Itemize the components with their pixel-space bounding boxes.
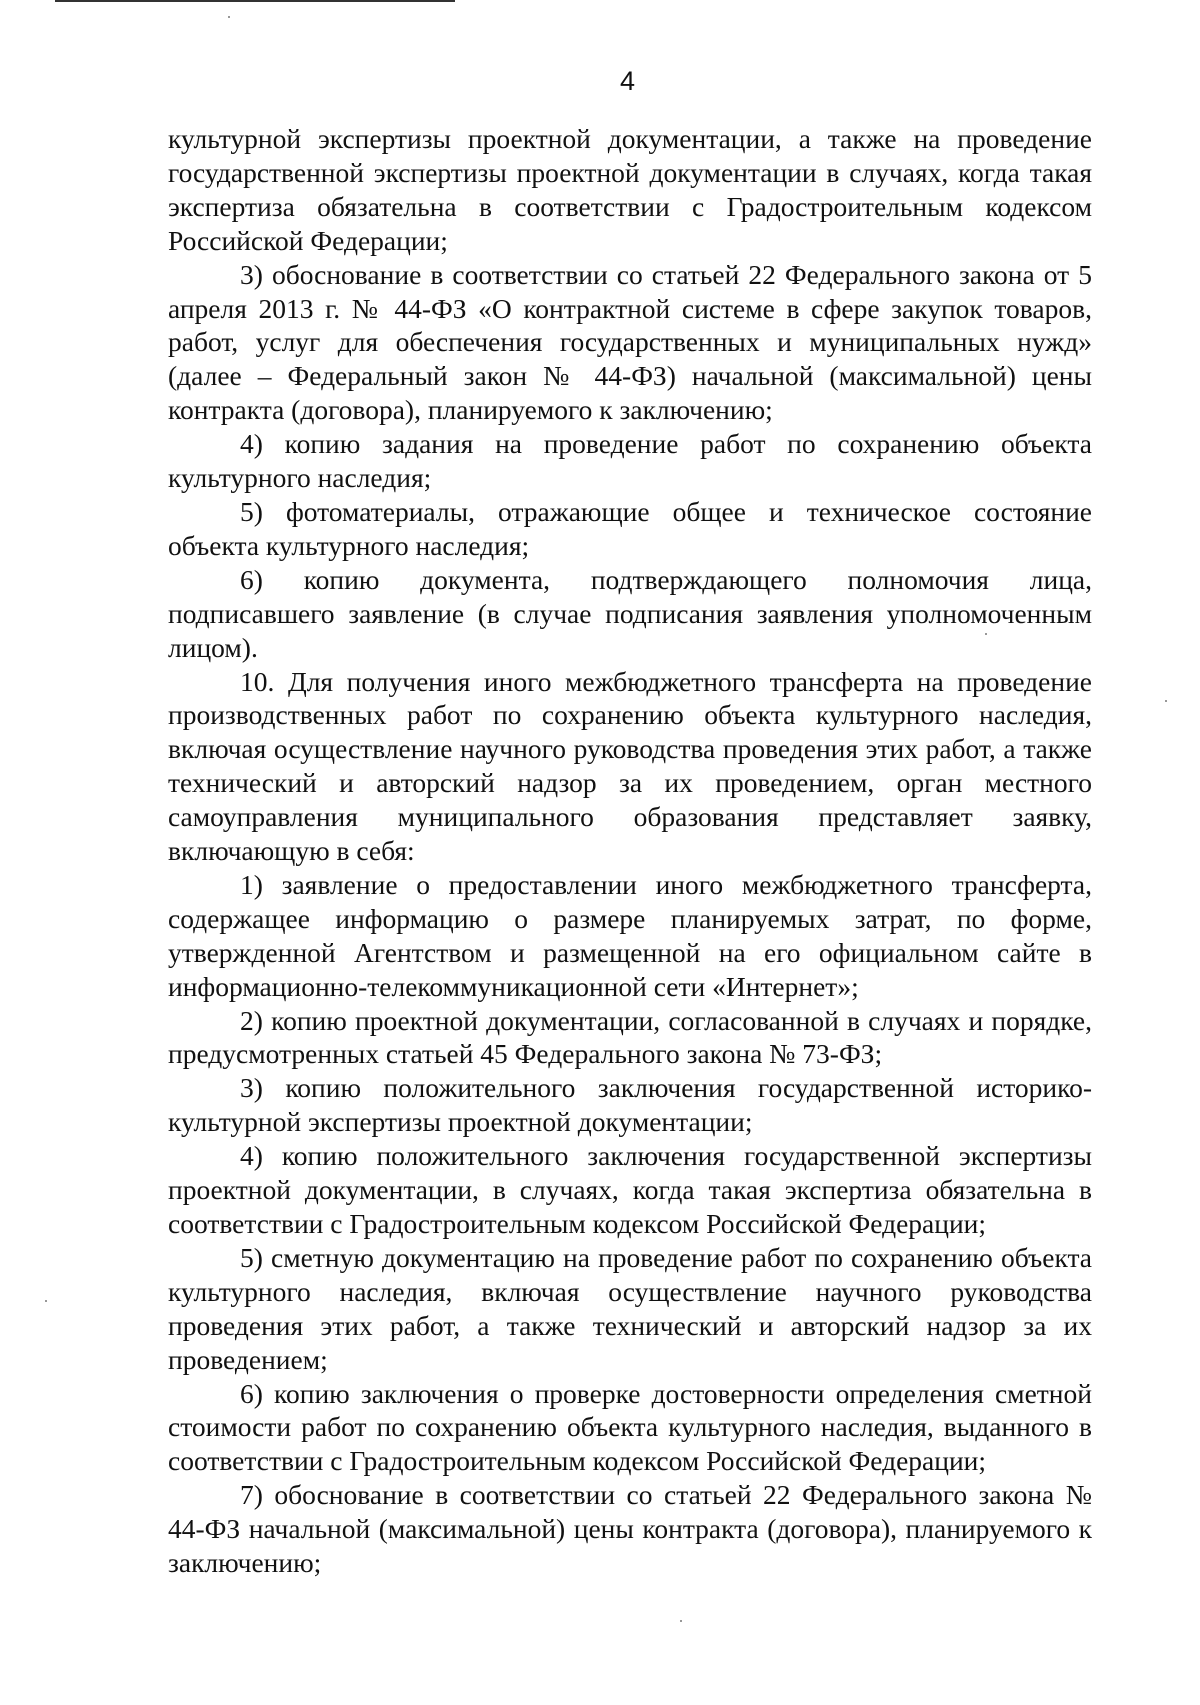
list-item-3-price-justification: 3) обоснование в соответствии со статьей 22 Федерального закона от 5 апреля 2013 г. № 44-ФЗ «О контрактной системе в сфере закупок товаров, работ, услуг для обеспечения государственных и муниципальных нужд» (далее – Федеральный закон № 44-ФЗ) начальной (максимальной) цены контракта (договора), планируемого к заключению; xyxy=(168,258,1092,426)
list-item-6-authority-document: 6) копию документа, подтверждающего полномочия лица, подписавшего заявление (в случае подписания заявления уполномоченным лицом). xyxy=(168,563,1092,663)
section-10-item-1-application: 1) заявление о предоставлении иного межбюджетного трансферта, содержащее информацию о размере планируемых затрат, по форме, утвержденной Агентством и размещенной на его официальном сайте в информационно-телекоммуникационной сети «Интернет»; xyxy=(168,868,1092,1002)
list-item-4-task-copy: 4) копию задания на проведение работ по сохранению объекта культурного наследия; xyxy=(168,428,1092,494)
scan-speck xyxy=(1165,700,1167,702)
section-10-heading-paragraph: 10. Для получения иного межбюджетного трансферта на проведение производственных работ по сохранению объекта культурного наследия, включая осуществление научного руководства проведения этих работ, а также технический и авторский надзор за их проведением, орган местного самоуправления муниципального образования представляет заявку, включающую в себя: xyxy=(168,665,1092,867)
scan-speck xyxy=(985,633,987,635)
scan-speck xyxy=(228,16,230,18)
section-10-item-2-project-docs: 2) копию проектной документации, согласованной в случаях и порядке, предусмотренных статьей 45 Федерального закона № 73-ФЗ; xyxy=(168,1004,1092,1070)
section-10-item-4-state-expertise: 4) копию положительного заключения государственной экспертизы проектной документации, в случаях, когда такая экспертиза обязательна в соответствии с Градостроительным кодексом Российской Федерации; xyxy=(168,1140,1092,1239)
document-body xyxy=(168,122,1092,1580)
scan-edge-line xyxy=(55,0,455,2)
section-10-item-6-cost-verification: 6) копию заключения о проверке достоверности определения сметной стоимости работ по сохранению объекта культурного наследия, выданного в соответствии с Градостроительным кодексом Российской Федерации; xyxy=(168,1377,1092,1477)
list-item-5-photo-materials: 5) фотоматериалы, отражающие общее и техническое состояние объекта культурного наследия; xyxy=(168,495,1092,561)
section-10-item-3-historical-expertise: 3) копию положительного заключения государственной историко-культурной экспертизы проектной документации; xyxy=(168,1072,1092,1138)
section-10-item-5-estimate-docs: 5) сметную документацию на проведение работ по сохранению объекта культурного наследия, включая осуществление научного руководства проведения этих работ, а также технический и авторский надзор за их проведением; xyxy=(168,1241,1092,1375)
scan-speck xyxy=(680,1620,682,1622)
paragraph-continuation: культурной экспертизы проектной документации, а также на проведение государственной экспертизы проектной документации в случаях, когда такая экспертиза обязательна в соответствии с Градостроительным кодексом Российской Федерации; xyxy=(168,123,1092,256)
page-number: 4 xyxy=(619,66,636,96)
scan-speck xyxy=(45,1300,47,1302)
section-10-item-7-price-justification: 7) обоснование в соответствии со статьей 22 Федерального закона № 44-ФЗ начальной (максимальной) цены контракта (договора), планируемого к заключению; xyxy=(168,1479,1092,1579)
